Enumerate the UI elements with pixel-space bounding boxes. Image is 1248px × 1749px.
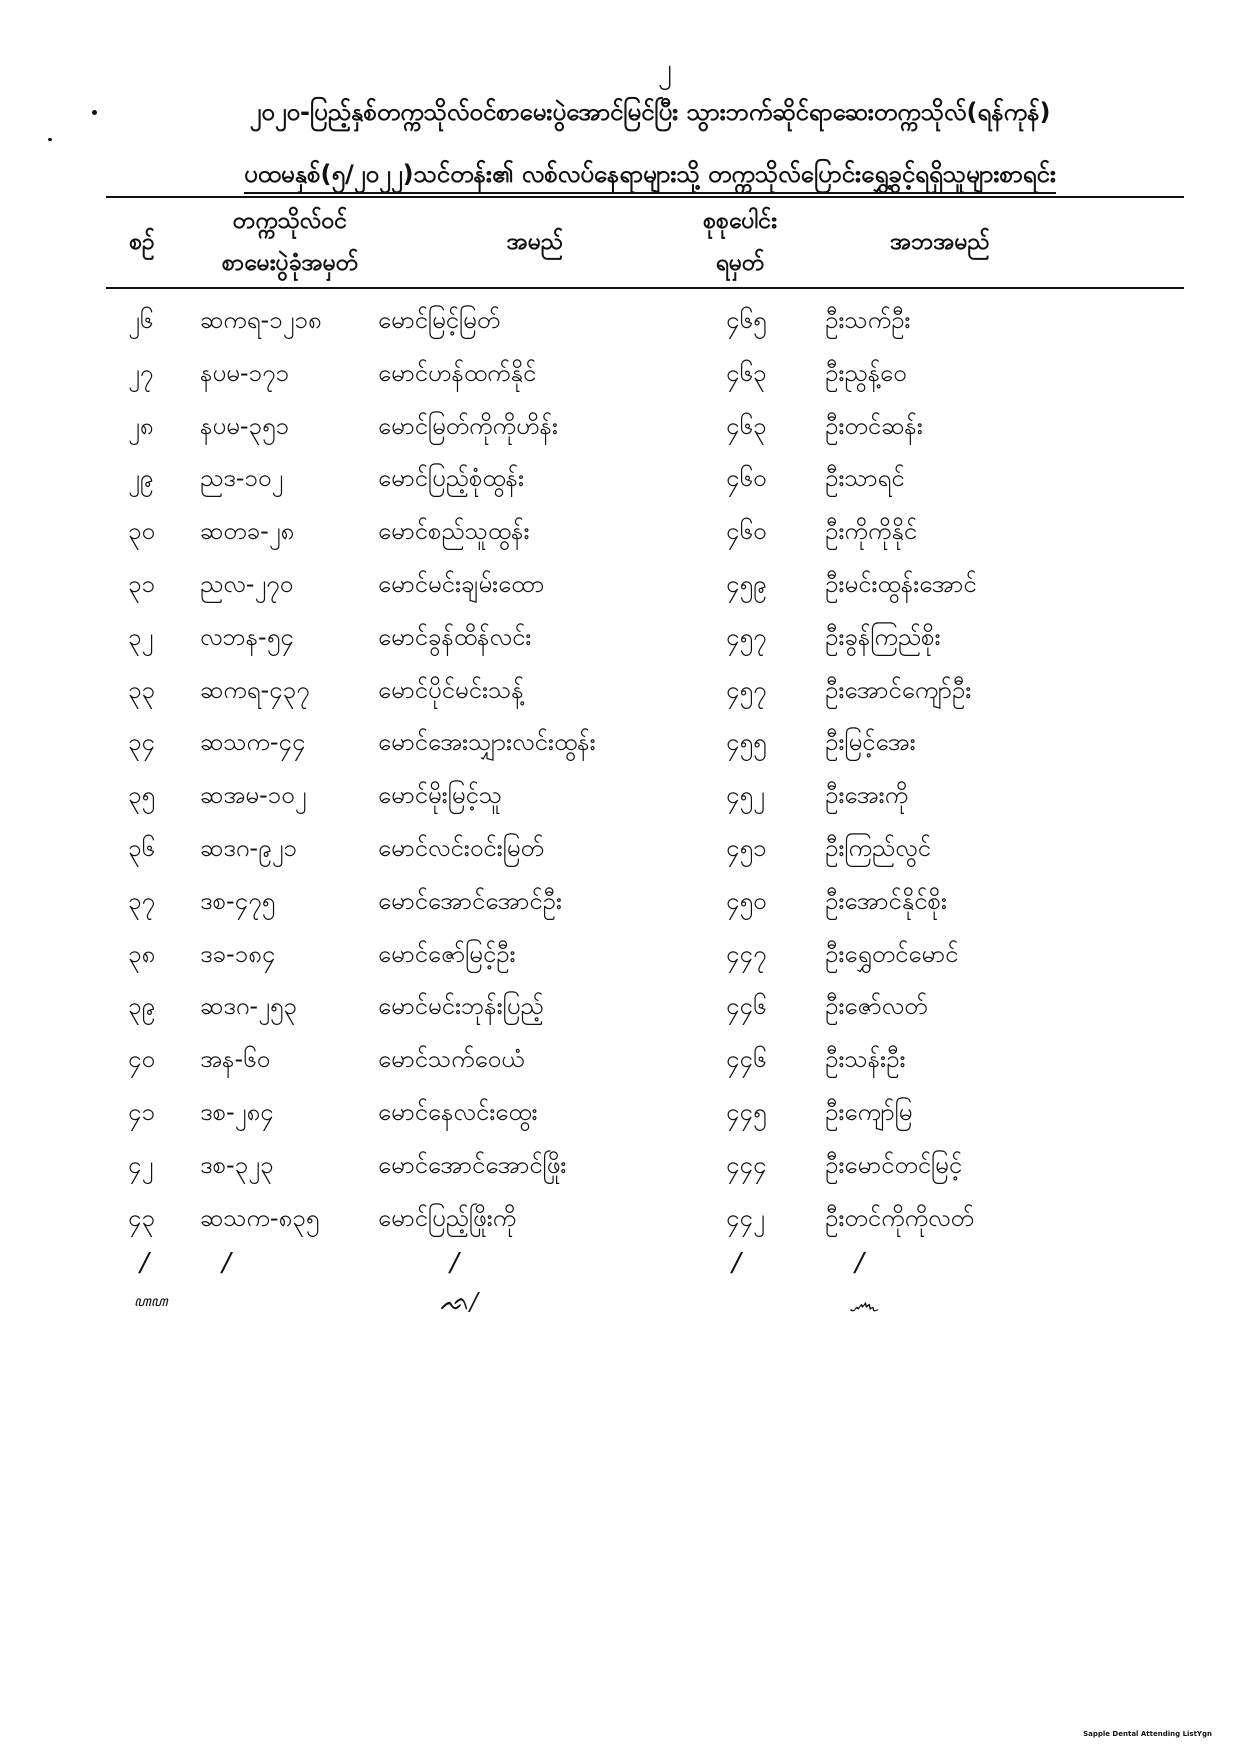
cell-name: မောင်မြင့်မြတ် xyxy=(378,306,501,334)
table-body xyxy=(0,298,1248,1248)
cell-name: မောင်မြတ်ကိုကိုဟိန်း xyxy=(378,411,558,440)
cell-exam-number: ဆသက-၄၄ xyxy=(200,728,306,757)
cell-exam-number: ဆဒဂ-၂၅၃ xyxy=(200,992,297,1021)
table-row xyxy=(0,615,1248,668)
cell-exam-number: အန-၆၀ xyxy=(200,1045,271,1074)
cell-total-marks: ၄၄၄ xyxy=(726,1150,767,1179)
cell-father-name: ဦးအေးကို xyxy=(825,781,909,810)
cell-serial: ၃၇ xyxy=(128,886,155,915)
cell-name: မောင်မင်းဘုန်းပြည့် xyxy=(378,992,544,1021)
cell-name: မောင်အောင်အောင်ဖြိုး xyxy=(378,1150,567,1179)
cell-serial: ၃၂ xyxy=(128,622,154,651)
table-row xyxy=(0,456,1248,509)
handwritten-initial: ෴ xyxy=(848,1284,879,1322)
cell-total-marks: ၄၄၆ xyxy=(726,992,767,1021)
handwritten-initial: ᨒ/ xyxy=(440,1288,478,1316)
handwritten-initial: ꦲꦲ xyxy=(134,1294,168,1310)
cell-total-marks: ၄၅၀ xyxy=(726,886,767,915)
page-number: ၂ xyxy=(658,52,672,85)
cell-exam-number: လဘန-၅၄ xyxy=(200,622,294,651)
cell-serial: ၂၈ xyxy=(128,411,154,440)
end-slash-father: / xyxy=(855,1248,864,1278)
header-exam-line2: စာမေးပွဲခုံအမှတ် xyxy=(221,250,359,276)
cell-serial: ၂၉ xyxy=(128,464,154,493)
table-row xyxy=(0,351,1248,404)
cell-exam-number: ဒစ-၄၇၅ xyxy=(200,886,276,915)
cell-father-name: ဦးသာရင် xyxy=(825,464,905,493)
table-row xyxy=(0,562,1248,615)
cell-father-name: ဦးဇော်လတ် xyxy=(825,992,928,1021)
table-row xyxy=(0,404,1248,457)
cell-serial: ၃၀ xyxy=(128,517,155,546)
cell-total-marks: ၄၅၅ xyxy=(726,728,767,757)
cell-father-name: ဦးတင်ကိုကိုလတ် xyxy=(825,1203,974,1232)
end-slash-name: / xyxy=(450,1248,459,1278)
cell-exam-number: နပမ-၃၅၁ xyxy=(200,411,289,440)
cell-name: မောင်ဟန်ထက်နိုင် xyxy=(378,358,537,387)
cell-serial: ၄၁ xyxy=(128,1097,155,1126)
cell-father-name: ဦးအောင်နိုင်စိုး xyxy=(825,886,948,915)
end-slash-exam: / xyxy=(222,1248,231,1278)
cell-total-marks: ၄၄၆ xyxy=(726,1045,767,1074)
cell-father-name: ဦးကြည်လွင် xyxy=(825,833,931,862)
cell-name: မောင်ဇော်မြင့်ဦး xyxy=(378,939,516,968)
table-row xyxy=(0,720,1248,773)
cell-serial: ၃၉ xyxy=(128,992,155,1021)
header-serial: စဉ် xyxy=(129,229,155,255)
cell-total-marks: ၄၅၉ xyxy=(726,569,767,598)
cell-total-marks: ၄၆၃ xyxy=(726,358,767,387)
document-title: ၂၀၂၀-ပြည့်နှစ်တက္ကသိုလ်ဝင်စာမေးပွဲအောင်မြင်ပြီး သွားဘက်ဆိုင်ရာဆေးတက္ကသိုလ်(ရန်ကုန်) xyxy=(249,98,1051,126)
end-slash-marks: / xyxy=(732,1248,741,1278)
cell-father-name: ဦးသက်ဦး xyxy=(825,306,911,334)
cell-exam-number: ဆကရ-၄၃၇ xyxy=(200,675,310,704)
table-row xyxy=(0,1037,1248,1090)
table-row xyxy=(0,509,1248,562)
cell-father-name: ဦးမင်းထွန်းအောင် xyxy=(825,569,977,598)
cell-serial: ၃၄ xyxy=(128,728,155,757)
header-total-line1: စုစုပေါင်း xyxy=(702,208,778,234)
cell-total-marks: ၄၅၁ xyxy=(726,833,767,862)
cell-father-name: ဦးညွန့်ဝေ xyxy=(825,358,907,387)
cell-father-name: ဦးမောင်တင်မြင့် xyxy=(825,1150,963,1179)
cell-name: မောင်ပိုင်မင်းသန့် xyxy=(378,675,524,704)
end-of-list-marks xyxy=(0,1248,1248,1328)
header-total-marks xyxy=(660,200,820,284)
table-top-rule xyxy=(106,196,1184,198)
cell-father-name: ဦးတင်ဆန်း xyxy=(825,411,923,440)
stray-mark xyxy=(92,110,97,115)
cell-exam-number: ဆဒဂ-၉၂၁ xyxy=(200,833,297,862)
cell-total-marks: ၄၅၇ xyxy=(726,622,767,651)
cell-serial: ၃၅ xyxy=(128,781,155,810)
cell-serial: ၄၀ xyxy=(128,1045,155,1074)
header-father-name: အဘအမည် xyxy=(890,229,990,255)
cell-total-marks: ၄၆၅ xyxy=(726,306,767,334)
header-exam-line1: တက္ကသိုလ်ဝင် xyxy=(232,208,348,234)
header-total-line2: ရမှတ် xyxy=(715,250,765,276)
cell-exam-number: ညလ-၂၇၀ xyxy=(200,569,294,598)
cell-total-marks: ၄၄၂ xyxy=(726,1203,765,1232)
cell-name: မောင်မိုးမြင့်သူ xyxy=(378,781,502,810)
document-subtitle xyxy=(150,158,1150,196)
cell-serial: ၂၆ xyxy=(128,306,154,334)
table-row xyxy=(0,932,1248,985)
footer-note: Sapple Dental Attending ListYgn xyxy=(1083,1730,1212,1738)
cell-name: မောင်စည်သူထွန်း xyxy=(378,517,530,546)
cell-exam-number: ဆတခ-၂၈ xyxy=(200,517,295,546)
header-name: အမည် xyxy=(506,229,564,255)
end-slash-serial: / xyxy=(140,1248,149,1278)
cell-exam-number: ညဒ-၁၀၂ xyxy=(200,464,284,493)
cell-total-marks: ၄၄၇ xyxy=(726,939,767,968)
cell-name: မောင်သက်ဝေယံ xyxy=(378,1045,525,1074)
cell-serial: ၃၈ xyxy=(128,939,156,968)
document-subtitle-text: ပထမနှစ်(၅/၂၀၂၂)သင်တန်း၏ လစ်လပ်နေရာများသို့ တက္ကသိုလ်ပြောင်းရွှေ့ခွင့်ရရှိသူများစာရင်း xyxy=(244,160,1056,194)
cell-exam-number: နပမ-၁၇၁ xyxy=(200,358,289,387)
cell-name: မောင်ပြည့်စုံထွန်း xyxy=(378,464,525,493)
cell-name: မောင်လင်းဝင်းမြတ် xyxy=(378,833,544,862)
cell-name: မောင်မင်းချမ်းထော xyxy=(378,569,545,598)
cell-exam-number: ဆကရ-၁၂၁၈ xyxy=(200,306,322,334)
cell-father-name: ဦးရွှေတင်မောင် xyxy=(825,939,959,968)
cell-name: မောင်ပြည့်ဖြိုးကို xyxy=(378,1203,517,1232)
stray-mark xyxy=(48,138,52,141)
cell-exam-number: ဆအမ-၁၀၂ xyxy=(200,781,307,810)
table-row xyxy=(0,1143,1248,1196)
cell-exam-number: ဒခ-၁၈၄ xyxy=(200,939,276,968)
cell-father-name: ဦးအောင်ကျော်ဦး xyxy=(825,675,972,704)
cell-exam-number: ဆသက-၈၃၅ xyxy=(200,1203,320,1232)
cell-total-marks: ၄၆၀ xyxy=(726,517,767,546)
table-row xyxy=(0,879,1248,932)
cell-name: မောင်နေလင်းထွေး xyxy=(378,1097,538,1126)
header-exam-number xyxy=(190,200,390,284)
cell-total-marks: ၄၆၃ xyxy=(726,411,767,440)
cell-father-name: ဦးခွန်ကြည်စိုး xyxy=(825,622,941,651)
cell-serial: ၃၆ xyxy=(128,833,155,862)
table-row xyxy=(0,668,1248,721)
cell-name: မောင်ခွန်ထိန်လင်း xyxy=(378,622,532,651)
cell-serial: ၃၁ xyxy=(128,569,155,598)
cell-father-name: ဦးကိုကိုနိုင် xyxy=(825,517,918,546)
cell-serial: ၄၃ xyxy=(128,1203,155,1232)
table-row xyxy=(0,984,1248,1037)
cell-exam-number: ဒစ-၃၂၃ xyxy=(200,1150,274,1179)
table-row xyxy=(0,1090,1248,1143)
cell-name: မောင်အေးသျှားလင်းထွန်း xyxy=(378,728,596,757)
cell-serial: ၄၂ xyxy=(128,1150,154,1179)
cell-father-name: ဦးမြင့်အေး xyxy=(825,728,916,757)
table-row xyxy=(0,773,1248,826)
cell-exam-number: ဒစ-၂၈၄ xyxy=(200,1097,274,1126)
cell-serial: ၂၇ xyxy=(128,358,154,387)
table-row xyxy=(0,826,1248,879)
table-row xyxy=(0,298,1248,351)
table-row xyxy=(0,1196,1248,1249)
cell-total-marks: ၄၆၀ xyxy=(726,464,767,493)
cell-total-marks: ၄၅၇ xyxy=(726,675,767,704)
cell-total-marks: ၄၅၂ xyxy=(726,781,765,810)
cell-name: မောင်အောင်အောင်ဦး xyxy=(378,886,562,915)
table-header-rule xyxy=(106,287,1184,289)
cell-father-name: ဦးသန်းဦး xyxy=(825,1045,906,1074)
cell-total-marks: ၄၄၅ xyxy=(726,1097,767,1126)
cell-father-name: ဦးကျော်မြ xyxy=(825,1097,913,1126)
cell-serial: ၃၃ xyxy=(128,675,155,704)
